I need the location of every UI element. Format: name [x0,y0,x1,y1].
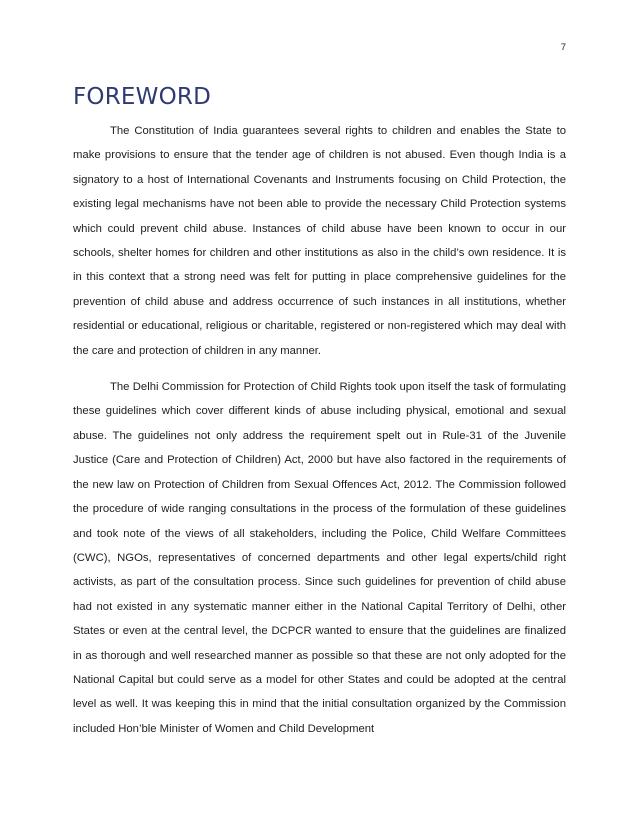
paragraph-dcpcr-guidelines: The Delhi Commission for Protection of Child Rights took upon itself the task of formulating these guidelines which cover different kinds of abuse including physical, emotional and sexual abuse. The guidelines not only address the requirement spelt out in Rule-31 of the Juvenile Justice (Care and Protection of Children) Act, 2000 but have also factored in the requirements of the new law on Protection of Children from Sexual Offences Act, 2012. The Commission followed the procedure of wide ranging consultations in the process of the formulation of these guidelines and took note of the views of all stakeholders, including the Police, Child Welfare Committees (CWC), NGOs, representatives of concerned departments and other legal experts/child right activists, as part of the consultation process. Since such guidelines for prevention of child abuse had not existed in any systematic manner either in the National Capital Territory of Delhi, other States or even at the central level, the DCPCR wanted to ensure that the guidelines are finalized in as thorough and well researched manner as possible so that these are not only adopted for the National Capital but could serve as a model for other States and could be adopted at the central level as well. It was keeping this in mind that the initial consultation organized by the Commission included Hon’ble Minister of Women and Child Development [73,381,566,735]
body-text [73,119,566,753]
paragraph-constitution: The Constitution of India guarantees several rights to children and enables the State to make provisions to ensure that the tender age of children is not abused. Even though India is a signatory to a host of International Covenants and Instruments focusing on Child Protection, the existing legal mechanisms have not been able to provide the necessary Child Protection systems which could prevent child abuse. Instances of child abuse have been known to occur in our schools, shelter homes for children and other institutions as also in the child’s own residence. It is in this context that a strong need was felt for putting in place comprehensive guidelines for the prevention of child abuse and address occurrence of such instances in all institutions, whether residential or educational, religious or charitable, registered or non-registered which may deal with the care and protection of children in any manner. [73,125,566,357]
page-title: FOREWORD [73,84,211,110]
page-number: 7 [560,42,566,53]
